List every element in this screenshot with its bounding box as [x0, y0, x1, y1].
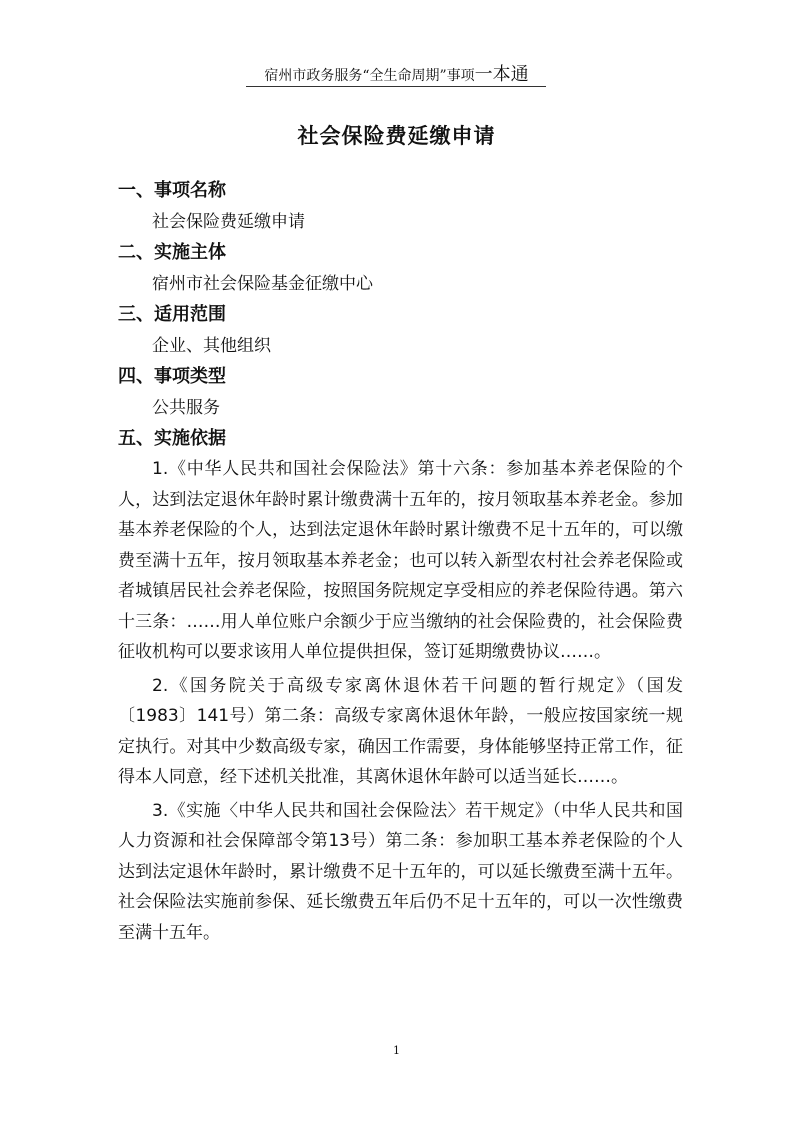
section-item-type — [118, 362, 683, 424]
header-underline — [246, 86, 546, 87]
section-value: 公共服务 — [152, 398, 220, 418]
section-heading: 五、实施依据 — [118, 428, 226, 449]
section-value: 宿州市社会保险基金征缴中心 — [152, 274, 373, 294]
header-text: 宿州市政务服务“全生命周期”事项 — [264, 68, 475, 84]
section-scope — [118, 300, 683, 362]
section-heading: 四、事项类型 — [118, 366, 226, 387]
section-heading: 二、实施主体 — [118, 242, 226, 263]
section-heading: 一、事项名称 — [118, 180, 226, 201]
page-number: 1 — [393, 1044, 400, 1057]
section-item-name — [118, 176, 683, 238]
section-value: 社会保险费延缴申请 — [152, 212, 305, 232]
section-implementing-body — [118, 238, 683, 300]
section-value: 企业、其他组织 — [152, 336, 271, 356]
header-text-tail: 一本通 — [474, 64, 529, 85]
document-body — [118, 176, 683, 951]
basis-paragraph: 1.《中华人民共和国社会保险法》第十六条：参加基本养老保险的个人，达到法定退休年龄时累计缴费满十五年的，按月领取基本养老金。参加基本养老保险的个人，达到法定退休年龄时累计缴费不足十五年的，可以缴费至满十五年，按月领取基本养老金；也可以转入新型农村社会养老保险或者城镇居民社会养老保险，按照国务院规定享受相应的养老保险待遇。第六十三条：……用人单位账户余额少于应当缴纳的社会保险费的，社会保险费征收机构可以要求该用人单位提供担保，签订延期缴费协议……。 — [118, 459, 683, 662]
basis-paragraph: 2.《国务院关于高级专家离休退休若干问题的暂行规定》（国发〔1983〕141号）第二条：高级专家离休退休年龄，一般应按国家统一规定执行。对其中少数高级专家，确因工作需要，身体能够坚持正常工作，征得本人同意，经下述机关批准，其离休退休年龄可以适当延长……。 — [118, 675, 683, 787]
section-legal-basis — [118, 424, 683, 948]
basis-paragraph: 3.《实施〈中华人民共和国社会保险法〉若干规定》（中华人民共和国人力资源和社会保障部令第13号）第二条：参加职工基本养老保险的个人达到法定退休年龄时，累计缴费不足十五年的，可以延长缴费至满十五年。社会保险法实施前参保、延长缴费五年后仍不足十五年的，可以一次性缴费至满十五年。 — [118, 800, 683, 943]
document-title: 社会保险费延缴申请 — [297, 124, 496, 148]
section-heading: 三、适用范围 — [118, 304, 226, 325]
page-header — [0, 60, 793, 86]
